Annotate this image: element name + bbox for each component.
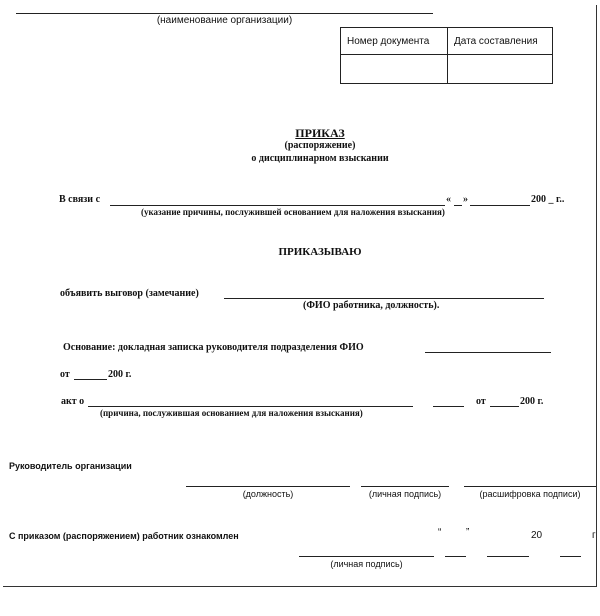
act-caption: (причина, послужившая основанием для наложения взыскания)	[100, 408, 363, 418]
head-decode-caption: (расшифровка подписи)	[479, 489, 581, 499]
head-signature-caption: (личная подпись)	[368, 489, 442, 499]
acquaint-signature-caption: (личная подпись)	[330, 559, 403, 569]
reason-date-open: «	[446, 194, 451, 205]
head-decode-line[interactable]	[464, 486, 596, 487]
acquaint-signature-line[interactable]	[299, 556, 434, 557]
reprimand-label: объявить выговор (замечание)	[60, 288, 199, 299]
head-title: Руководитель организации	[9, 461, 132, 471]
org-name-caption: (наименование организации)	[156, 15, 293, 26]
act-label: акт о	[61, 396, 85, 407]
org-name-line	[16, 13, 433, 14]
acquaint-text: С приказом (распоряжением) работник ознакомлен	[9, 531, 239, 541]
acquaint-quote-open: “	[438, 527, 442, 538]
acquaint-day-line[interactable]	[445, 556, 466, 557]
reason-year: 200 _ г..	[531, 194, 565, 205]
act-from-line[interactable]	[490, 406, 519, 407]
doc-date-header: Дата составления	[448, 28, 553, 55]
order-word: ПРИКАЗЫВАЮ	[278, 246, 362, 258]
acquaint-month-line[interactable]	[487, 556, 529, 557]
act-year: 200 г.	[520, 396, 544, 407]
reprimand-line[interactable]	[224, 298, 544, 299]
reason-label: В связи с	[59, 194, 101, 205]
reprimand-caption: (ФИО работника, должность).	[303, 300, 440, 311]
basis-from-line[interactable]	[74, 379, 107, 380]
acquaint-year: 20	[531, 530, 543, 541]
doc-number-header: Номер документа	[341, 28, 448, 55]
reason-month-line[interactable]	[470, 205, 530, 206]
document-info-table	[340, 27, 553, 84]
act-number-line[interactable]	[433, 406, 464, 407]
reason-day-line[interactable]	[454, 205, 462, 206]
basis-from-year: 200 г.	[108, 369, 132, 380]
document-subtitle: (распоряжение)	[284, 140, 356, 151]
act-from-label: от	[476, 396, 486, 407]
head-signature-line[interactable]	[361, 486, 449, 487]
doc-date-cell[interactable]	[448, 55, 553, 84]
reason-date-close: »	[463, 194, 468, 205]
act-line[interactable]	[88, 406, 413, 407]
basis-label: Основание: докладная записка руководителя подразделения ФИО	[63, 342, 364, 353]
head-position-caption: (должность)	[242, 489, 294, 499]
head-position-line[interactable]	[186, 486, 350, 487]
reason-line[interactable]	[110, 205, 445, 206]
acquaint-year-suffix: г	[592, 530, 596, 541]
basis-name-line[interactable]	[425, 352, 551, 353]
acquaint-year-line[interactable]	[560, 556, 581, 557]
reason-caption: (указание причины, послужившей основанием для наложения взыскания)	[141, 207, 445, 217]
doc-number-cell[interactable]	[341, 55, 448, 84]
document-subject: о дисциплинарном взыскании	[251, 153, 389, 164]
basis-from-label: от	[60, 369, 70, 380]
document-title: ПРИКАЗ	[295, 126, 345, 140]
acquaint-quote-close: ”	[466, 527, 470, 538]
